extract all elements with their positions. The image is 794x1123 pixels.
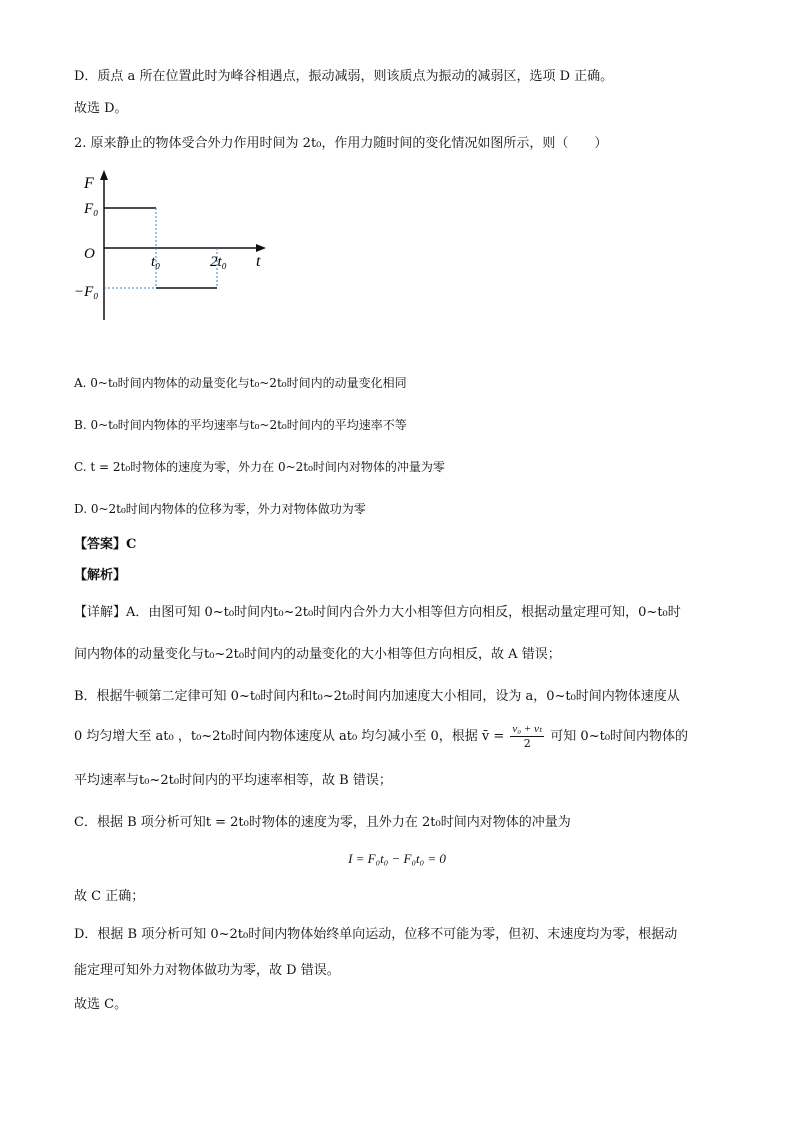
impulse-equation: I = F₀t₀ − F₀t₀ = 0 [348, 851, 446, 866]
neg-f0-label: −F₀ [74, 284, 99, 300]
detail-b-line1: B．根据牛顿第二定律可知 0~t₀时间内和t₀~2t₀时间内加速度大小相同，设为 a，0~t₀时间内物体速度从 [74, 689, 680, 704]
force-time-graph [74, 168, 274, 328]
analysis-label: 【解析】 [74, 568, 127, 583]
detail-c-line1: C．根据 B 项分析可知t = 2t₀时物体的速度为零，且外力在 2t₀时间内对物体的冲量为 [74, 815, 571, 830]
detail-a-line2: 间内物体的动量变化与t₀~2t₀时间内的动量变化的大小相等但方向相反，故 A 错误； [74, 647, 561, 662]
t0-label: t₀ [151, 254, 161, 270]
x-axis-arrow [256, 244, 266, 252]
detail-b-line3: 平均速率与t₀~2t₀时间内的平均速率相等，故 B 错误； [74, 773, 392, 788]
option-b: B. 0~t₀时间内物体的平均速率与t₀~2t₀时间内的平均速率不等 [74, 418, 407, 432]
detail-b-line2-pre: 0 均匀增大至 at₀ ，t₀~2t₀时间内物体速度从 at₀ 均匀减小至 0，根据 v̄ = [74, 729, 505, 744]
option-d: D. 0~2t₀时间内物体的位移为零，外力对物体做功为零 [74, 502, 366, 516]
two-t0-label: 2t₀ [210, 254, 227, 270]
detail-b-line2 [74, 722, 688, 752]
final-choose: 故选 C。 [74, 997, 128, 1012]
fraction-numerator: v₀ + vₜ [512, 723, 543, 735]
origin-label: O [84, 246, 95, 262]
y-axis-arrow [100, 170, 108, 180]
fraction-denominator: 2 [523, 737, 531, 750]
detail-a-line1: 【详解】A．由图可知 0~t₀时间内t₀~2t₀时间内合外力大小相等但方向相反，根据动量定理可知，0~t₀时 [74, 605, 681, 620]
detail-d-line2: 能定理可知外力对物体做功为零，故 D 错误。 [74, 963, 340, 978]
detail-c-line2: 故 C 正确； [74, 889, 145, 904]
prev-choose: 故选 D。 [74, 101, 128, 116]
average-velocity-fraction [510, 723, 544, 750]
f0-label: F₀ [84, 201, 99, 217]
question-stem: 2. 原来静止的物体受合外力作用时间为 2t₀，作用力随时间的变化情况如图所示，则（ ） [74, 136, 608, 151]
detail-d-line1: D．根据 B 项分析可知 0~2t₀时间内物体始终单向运动，位移不可能为零，但初、末速度均为零，根据动 [74, 927, 678, 942]
y-axis-label: F [84, 175, 94, 192]
answer-label: 【答案】C [74, 537, 137, 552]
option-a: A. 0~t₀时间内物体的动量变化与t₀~2t₀时间内的动量变化相同 [74, 376, 407, 390]
x-axis-label: t [256, 253, 261, 270]
prev-option-d: D．质点 a 所在位置此时为峰谷相遇点，振动减弱，则该质点为振动的减弱区，选项 D 正确。 [74, 69, 614, 84]
detail-b-line2-post: 可知 0~t₀时间内物体的 [550, 729, 689, 744]
option-c: C. t = 2t₀时物体的速度为零，外力在 0~2t₀时间内对物体的冲量为零 [74, 460, 445, 474]
